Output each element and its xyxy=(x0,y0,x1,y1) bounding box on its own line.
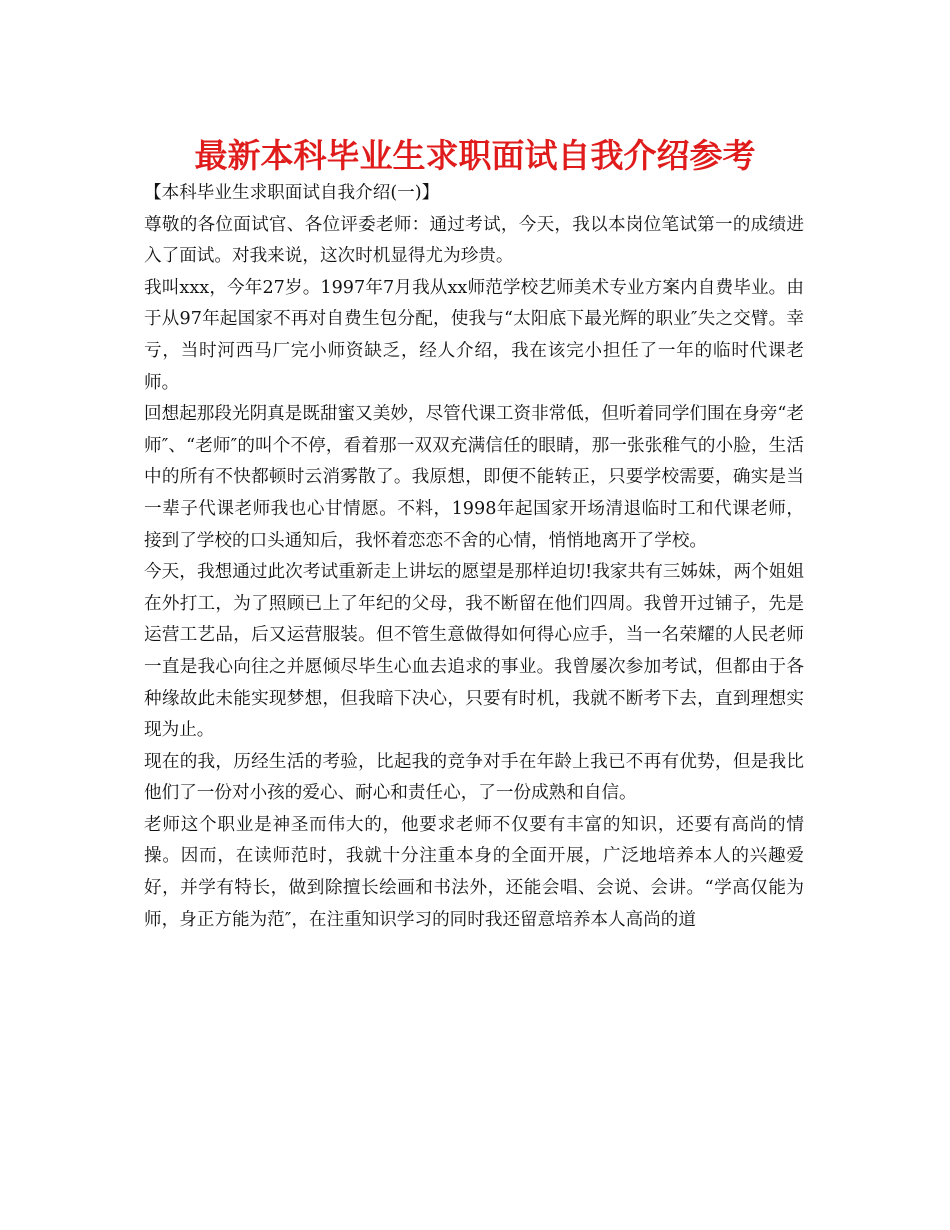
paragraph-1: 尊敬的各位面试官、各位评委老师：通过考试，今天，我以本岗位笔试第一的成绩进入了面试。对我来说，这次时机显得尤为珍贵。 xyxy=(144,214,804,267)
paragraph-4: 今天，我想通过此次考试重新走上讲坛的愿望是那样迫切!我家共有三姊妹，两个姐姐在外打工，为了照顾已上了年纪的父母，我不断留在他们四周。我曾开过铺子，先是运营工艺品，后又运营服装。但不管生意做得如何得心应手，当一名荣耀的人民老师一直是我心向往之并愿倾尽毕生心血去追求的事业。我曾屡次参加考试，但都由于各种缘故此未能实现梦想，但我暗下决心，只要有时机，我就不断考下去，直到理想实现为止。 xyxy=(144,562,804,741)
paragraph-6: 老师这个职业是神圣而伟大的，他要求老师不仅要有丰富的知识，还要有高尚的情操。因而，在读师范时，我就十分注重本身的全面开展，广泛地培养本人的兴趣爱好，并学有特长，做到除擅长绘画和书法外，还能会唱、会说、会讲。“学高仅能为师，身正方能为范″，在注重知识学习的同时我还留意培养本人高尚的道 xyxy=(144,814,804,930)
document-body xyxy=(144,178,804,936)
paragraph-2: 我叫xxx，今年27岁。1997年7月我从xx师范学校艺师美术专业方案内自费毕业。由于从97年起国家不再对自费生包分配，使我与“太阳底下最光辉的职业″失之交臂。幸亏，当时河西马厂完小师资缺乏，经人介绍，我在该完小担任了一年的临时代课老师。 xyxy=(144,277,804,393)
paragraph-5: 现在的我，历经生活的考验，比起我的竞争对手在年龄上我已不再有优势，但是我比他们了一份对小孩的爱心、耐心和责任心，了一份成熟和自信。 xyxy=(144,751,804,804)
document-title: 最新本科毕业生求职面试自我介绍参考 xyxy=(194,136,756,175)
section-heading: 【本科毕业生求职面试自我介绍(一)】 xyxy=(144,183,440,203)
paragraph-3: 回想起那段光阴真是既甜蜜又美妙，尽管代课工资非常低，但听着同学们围在身旁“老师″、“老师″的叫个不停，看着那一双双充满信任的眼睛，那一张张稚气的小脸，生活中的所有不快都顿时云消雾散了。我原想，即便不能转正，只要学校需要，确实是当一辈子代课老师我也心甘情愿。不料，1998年起国家开场清退临时工和代课老师，接到了学校的口头通知后，我怀着恋恋不舍的心情，悄悄地离开了学校。 xyxy=(144,404,804,551)
